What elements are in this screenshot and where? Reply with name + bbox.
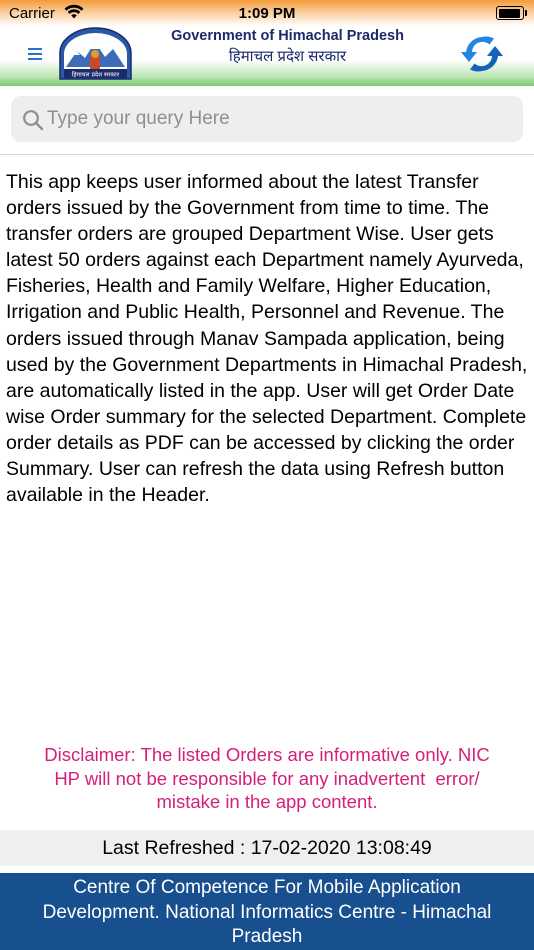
header-title-english: Government of Himachal Pradesh (171, 28, 404, 44)
status-bar (0, 0, 534, 26)
status-time: 1:09 PM (238, 5, 296, 22)
disclaimer-line-2: HP will not be responsible for any inadvertent error/ (54, 767, 480, 789)
himachal-emblem-logo (57, 27, 134, 82)
footer (0, 873, 534, 950)
search-input[interactable] (47, 96, 507, 142)
footer-line-3: Pradesh (231, 926, 303, 947)
footer-line-1: Centre Of Competence For Mobile Application (73, 877, 461, 898)
footer-text (8, 876, 526, 950)
last-refreshed-label: Last Refreshed : 17-02-2020 13:08:49 (102, 837, 432, 859)
search-icon (22, 109, 44, 131)
last-refreshed-bar (0, 830, 534, 866)
app-description: This app keeps user informed about the latest Transfer orders issued by the Government from time to time. The transfer orders are grouped Department Wise. User gets latest 50 orders against each Department namely Ayurveda, Fisheries, Health and Family Welfare, Higher Education, Irrigation and Public Health, Personnel and Revenue. The orders issued through Manav Sampada application, being used by the Government Departments in Himachal Pradesh, are automatically listed in the app. User will get Order Date wise Order summary for the selected Department. Complete order details as PDF can be accessed by clicking the order Summary. User can refresh the data using Refresh button available in the Header. (6, 171, 528, 507)
hamburger-menu-button[interactable] (28, 48, 42, 62)
refresh-button[interactable] (459, 32, 505, 76)
carrier-label: Carrier (9, 5, 55, 22)
disclaimer-line-1: Disclaimer: The listed Orders are informative only. NIC (44, 744, 490, 765)
search-field[interactable] (11, 96, 523, 142)
disclaimer-line-3: mistake in the app content. (156, 791, 378, 812)
app-header (0, 0, 534, 86)
battery-icon (496, 6, 524, 20)
disclaimer-text (0, 743, 534, 814)
header-title-hindi: हिमाचल प्रदेश सरकार (228, 48, 347, 65)
search-bar (0, 86, 534, 155)
refresh-icon (461, 37, 503, 72)
emblem-caption: हिमाचल प्रदेश सरकार (71, 71, 120, 79)
footer-line-2: Development. National Informatics Centre - Himachal (42, 901, 492, 923)
